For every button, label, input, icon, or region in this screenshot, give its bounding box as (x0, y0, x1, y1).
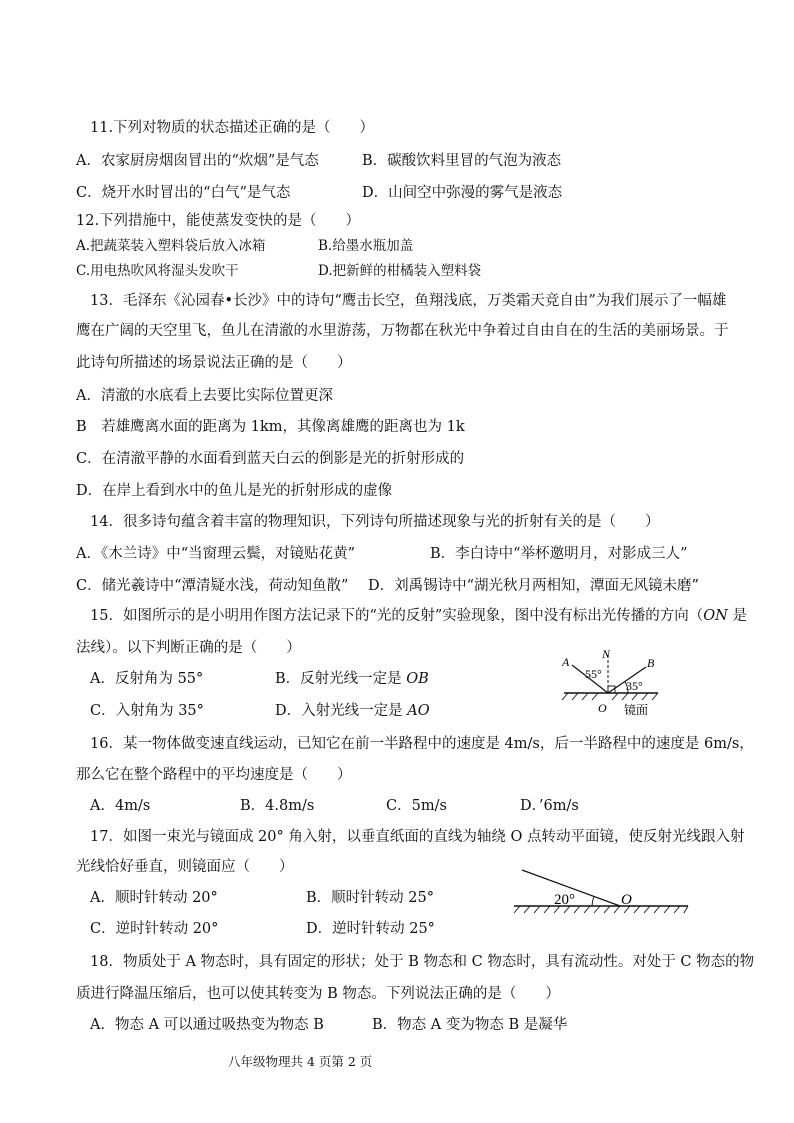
q16-stem-line2: 那么它在整个路程中的平均速度是（ ） (76, 767, 352, 783)
q17-stem-line2: 光线恰好垂直，则镜面应（ ） (76, 859, 294, 875)
q11-option-c: C．烧开水时冒出的“白气”是气态 (76, 185, 291, 201)
q15-option-d (275, 702, 430, 720)
q16-option-b: B．4.8m/s (240, 798, 315, 814)
q15-stem-line1 (90, 607, 747, 625)
label-o: O (621, 892, 632, 908)
q12-option-a: A.把蔬菜装入塑料袋后放入冰箱 (76, 238, 266, 254)
q18-stem-line2: 质进行降温压缩后，也可以使其转变为 B 物态。下列说法正确的是（ ） (76, 986, 560, 1002)
label-b: B (647, 656, 655, 670)
angle-label-20: 20° (554, 892, 575, 908)
q11-option-b: B．碳酸饮料里冒的气泡为液态 (362, 153, 562, 169)
q13-option-d: D．在岸上看到水中的鱼儿是光的折射形成的虚像 (76, 483, 393, 499)
angle-label-55: 55° (585, 667, 602, 681)
q12-option-d: D.把新鲜的柑橘装入塑料袋 (318, 263, 482, 279)
q13-option-b: B 若雄鹰离水面的距离为 1km，其像离雄鹰的距离也为 1k (76, 419, 465, 435)
mirror-hatching (514, 906, 688, 913)
q13-option-c: C．在清澈平静的水面看到蓝天白云的倒影是光的折射形成的 (76, 451, 465, 467)
q18-option-a: A．物态 A 可以通过吸热变为物态 B (90, 1017, 324, 1033)
mirror-label: 镜面 (624, 703, 649, 717)
q15-option-b (275, 670, 429, 688)
q17-option-d: D．逆时针转动 25° (306, 921, 435, 937)
q15-stem-line1-end: 是 (727, 608, 747, 624)
q16-option-d: D．’6m/s (520, 798, 579, 814)
q14-option-c: C．储光羲诗中“潭清疑水浅，荷动知鱼散” (76, 578, 349, 594)
q15-stem-line1-text: 15．如图所示的是小明用作图方法记录下的“光的反射”实验现象，图中没有标出光传播的方向（ (90, 608, 704, 624)
q17-option-b: B．顺时针转动 25° (306, 890, 434, 906)
incident-angle-diagram (510, 860, 692, 916)
q13-stem-line2: 鹰在广阔的天空里飞，鱼儿在清澈的水里游荡，万物都在秋光中争着过自由自在的生活的美丽场景。于 (76, 323, 729, 339)
q15-stem-line2: 法线）。以下判断正确的是（ ） (76, 640, 301, 656)
q11-option-d: D．山间空中弥漫的雾气是液态 (362, 185, 563, 201)
q11-stem: 11.下列对物质的状态描述正确的是（ ） (90, 120, 375, 136)
normal-label-on: ON (703, 608, 728, 624)
q17-stem-line1: 17．如图一束光与镜面成 20° 角入射，以垂直纸面的直线为轴绕 O 点转动平面镜，使反射光线跟入射 (90, 829, 745, 845)
q14-option-a: A．《木兰诗》中“当窗理云鬓，对镜贴花黄” (76, 546, 356, 562)
q14-option-d: D．刘禹锡诗中“湖光秋月两相知，潭面无风镜未磨” (368, 578, 699, 594)
q16-option-c: C．5m/s (386, 798, 447, 814)
q12-option-b: B.给墨水瓶加盖 (318, 238, 414, 254)
q15-option-d-text: D．入射光线一定是 (275, 703, 408, 719)
label-a: A (562, 655, 570, 669)
mirror-hatching (562, 693, 658, 700)
q15-option-b-text: B．反射光线一定是 (275, 671, 407, 687)
q18-stem-line1: 18．物质处于 A 物态时，具有固定的形状；处于 B 物态和 C 物态时，具有流动性。对处于 C 物态的物 (90, 954, 755, 970)
q13-stem-line3: 此诗句所描述的场景说法正确的是（ ） (76, 355, 352, 371)
q13-stem-line1: 13．毛泽东《沁园春•长沙》中的诗句“鹰击长空，鱼翔浅底，万类霜天竞自由”为我们展示了一幅雄 (90, 293, 727, 309)
q12-stem: 12.下列措施中，能使蒸发变快的是（ ） (76, 213, 361, 229)
q14-option-b: B．李白诗中“举杯邀明月，对影成三人” (430, 546, 688, 562)
q18-option-b: B．物态 A 变为物态 B 是凝华 (372, 1017, 568, 1033)
reflection-diagram (550, 645, 670, 723)
label-o: O (598, 701, 607, 715)
label-n: N (602, 647, 611, 661)
q12-option-c: C.用电热吹风将湿头发吹干 (76, 263, 239, 279)
q16-option-a: A．4m/s (90, 798, 151, 814)
q17-option-a: A．顺时针转动 20° (90, 890, 218, 906)
q15-option-a: A．反射角为 55° (90, 671, 204, 687)
q17-option-c: C．逆时针转动 20° (90, 921, 219, 937)
angle-label-35: 35° (626, 679, 643, 693)
q15-option-c: C．入射角为 35° (90, 703, 204, 719)
q11-option-a: A．农家厨房烟囱冒出的“炊烟”是气态 (76, 153, 319, 169)
page-footer: 八年级物理共 4 页第 2 页 (228, 1054, 373, 1069)
ray-ob-label: OB (406, 671, 429, 687)
ray-ao-label: AO (407, 703, 430, 719)
q14-stem: 14．很多诗句蕴含着丰富的物理知识，下列诗句所描述现象与光的折射有关的是（ ） (90, 514, 660, 530)
angle-arc-20 (592, 897, 594, 907)
q13-option-a: A．清澈的水底看上去要比实际位置更深 (76, 388, 333, 404)
q16-stem-line1: 16．某一物体做变速直线运动，已知它在前一半路程中的速度是 4m/s，后一半路程中的速度是 6m/s， (90, 736, 754, 752)
